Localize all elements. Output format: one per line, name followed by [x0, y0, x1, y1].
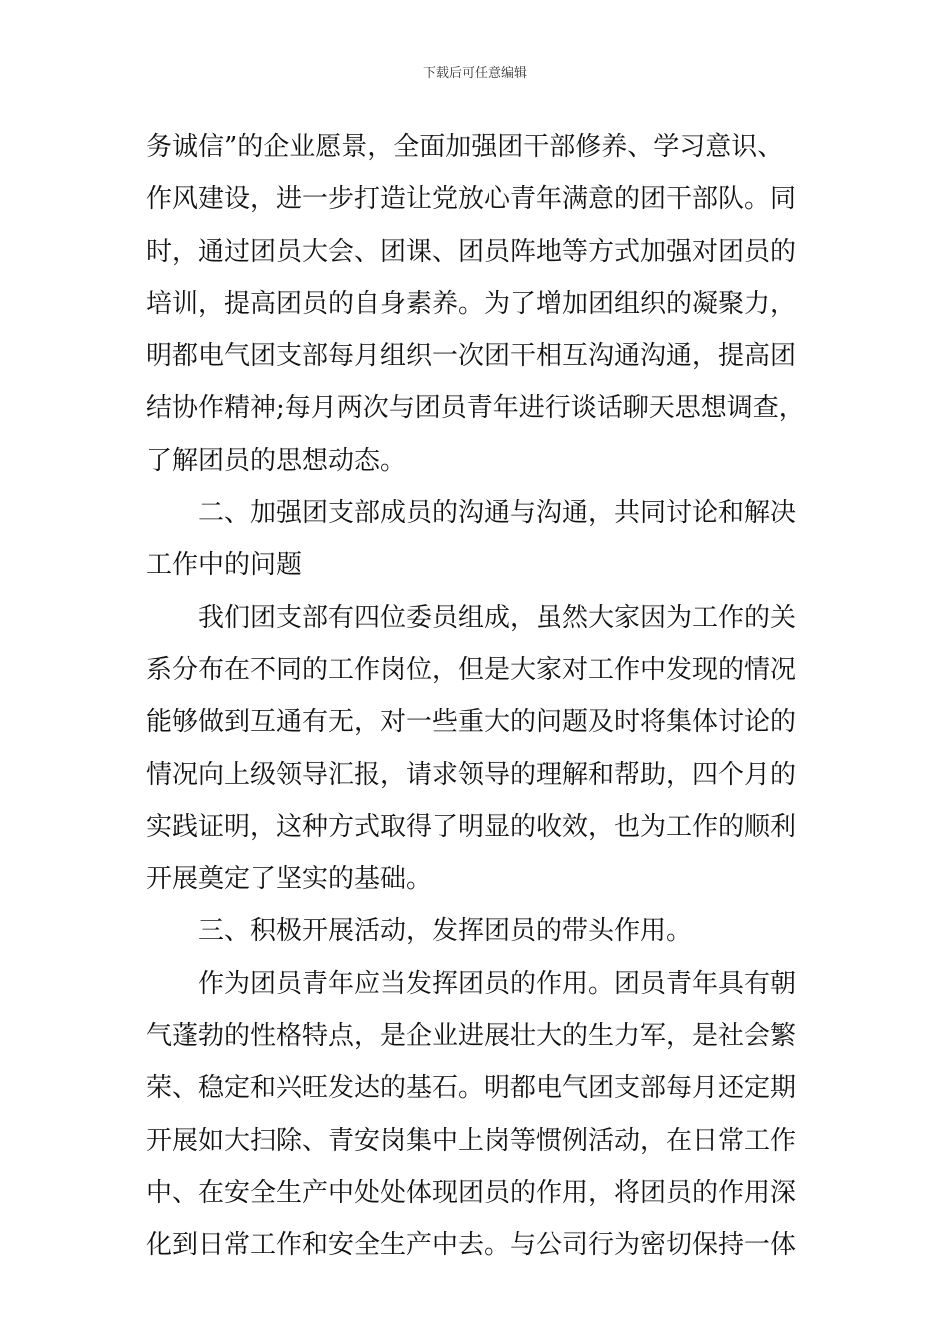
- paragraph-start: 作为团员青年应当发挥团员的作用。团员青年具有朝: [198, 968, 797, 999]
- text-line: 系分布在不同的工作岗位，但是大家对工作中发现的情况: [146, 654, 797, 685]
- paragraph-start: 我们团支部有四位委员组成，虽然大家因为工作的关: [198, 602, 797, 633]
- section-heading: 二、加强团支部成员的沟通与沟通，共同讨论和解决: [198, 498, 797, 529]
- text-line: 明都电气团支部每月组织一次团干相互沟通沟通，提高团: [146, 341, 797, 372]
- text-line: 能够做到互通有无，对一些重大的问题及时将集体讨论的: [146, 707, 797, 738]
- text-line: 培训，提高团员的自身素养。为了增加团组织的凝聚力，: [146, 288, 797, 319]
- text-line: 作风建设，进一步打造让党放心青年满意的团干部队。同: [146, 184, 797, 215]
- text-line: 时，通过团员大会、团课、团员阵地等方式加强对团员的: [146, 236, 797, 267]
- text-line: 化到日常工作和安全生产中去。与公司行为密切保持一体: [146, 1230, 797, 1261]
- text-line: 结协作精神;每月两次与团员青年进行谈话聊天思想调查，: [146, 393, 805, 424]
- document-body: [146, 121, 806, 1272]
- text-line: 实践证明，这种方式取得了明显的收效，也为工作的顺利: [146, 811, 797, 842]
- section-heading-continued: 工作中的问题: [146, 550, 303, 581]
- page-header: 下载后可任意编辑: [422, 66, 527, 81]
- text-line: 气蓬勃的性格特点，是企业进展壮大的生力军，是社会繁: [146, 1021, 797, 1052]
- text-line: 开展如大扫除、青安岗集中上岗等惯例活动，在日常工作: [146, 1125, 797, 1156]
- text-line: 中、在安全生产中处处体现团员的作用，将团员的作用深: [146, 1177, 797, 1208]
- text-line: 开展奠定了坚实的基础。: [146, 864, 433, 895]
- text-line: 了解团员的思想动态。: [146, 445, 407, 476]
- text-line: 荣、稳定和兴旺发达的基石。明都电气团支部每月还定期: [146, 1073, 797, 1104]
- text-line: 务诚信”的企业愿景，全面加强团干部修养、学习意识、: [146, 132, 784, 162]
- section-heading: 三、积极开展活动，发挥团员的带头作用。: [198, 916, 693, 947]
- text-line: 情况向上级领导汇报，请求领导的理解和帮助，四个月的: [146, 759, 797, 790]
